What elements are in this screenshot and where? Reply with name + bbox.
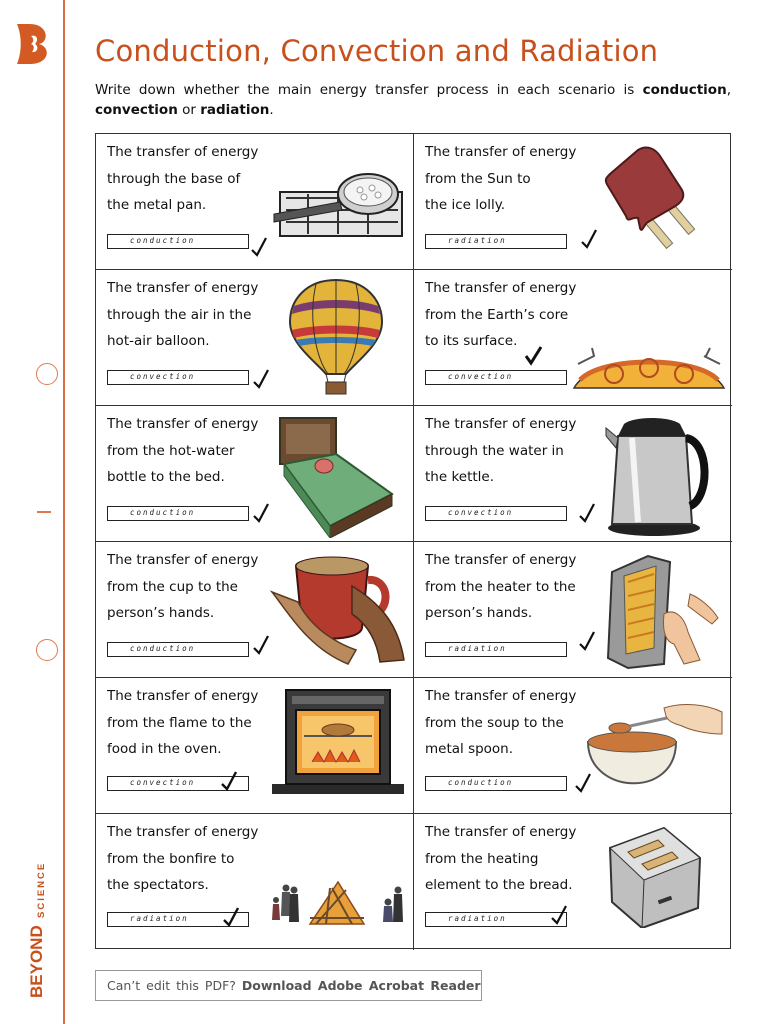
answer-field[interactable]: conduction — [425, 776, 567, 791]
scenario-text: The transfer of energy from the hot-water bottle to the bed. — [107, 416, 259, 485]
checkmark-icon — [250, 236, 270, 258]
kettle-icon — [604, 414, 714, 538]
instructions: Write down whether the main energy transfer process in each scenario is conduction, convection or radiation. — [95, 82, 731, 118]
answer-field[interactable]: radiation — [425, 912, 567, 927]
bonfire-icon — [266, 878, 406, 934]
scenario-text: The transfer of energy from the soup to the metal spoon. — [425, 688, 577, 757]
answer-field[interactable]: conduction — [107, 642, 249, 657]
scenario-text: The transfer of energy from the bonfire to the spectators. — [107, 824, 259, 893]
checkmark-icon — [580, 228, 600, 250]
scenario-cell-pan — [96, 134, 414, 270]
scenario-text: The transfer of energy through the water in the kettle. — [425, 416, 577, 485]
earth-core-icon — [572, 334, 726, 390]
scenario-text: The transfer of energy from the Sun to the ice lolly. — [425, 144, 577, 213]
footer-prefix: Can’t edit this PDF? — [107, 978, 242, 993]
scenario-cell-bonfire — [96, 814, 414, 950]
punch-hole-top — [36, 363, 58, 385]
answer-field[interactable]: radiation — [107, 912, 249, 927]
toaster-icon — [606, 824, 706, 928]
heater-icon — [604, 552, 724, 670]
checkmark-icon — [578, 502, 598, 524]
page-title: Conduction, Convection and Radiation — [95, 34, 659, 68]
scenario-cell-balloon — [96, 270, 414, 406]
scenario-text: The transfer of energy through the air in the hot-air balloon. — [107, 280, 259, 349]
worksheet-grid — [95, 133, 731, 949]
beyond-logo-icon — [14, 22, 52, 66]
checkmark-icon — [524, 344, 544, 366]
soup-spoon-icon — [586, 704, 726, 798]
pan-on-stove-icon — [268, 164, 408, 242]
punch-hole-bottom — [36, 639, 58, 661]
answer-field[interactable]: convection — [107, 370, 249, 385]
scenario-text: The transfer of energy from the cup to the person’s hands. — [107, 552, 259, 621]
answer-field[interactable]: convection — [107, 776, 249, 791]
brand-word-science: SCIENCE — [36, 861, 47, 918]
footer-note — [95, 970, 482, 1001]
margin-line — [63, 0, 65, 1024]
checkmark-icon — [252, 502, 272, 524]
checkmark-icon — [578, 630, 598, 652]
bed-icon — [276, 414, 396, 538]
cup-in-hands-icon — [268, 552, 408, 670]
checkmark-icon — [222, 906, 242, 928]
scenario-text: The transfer of energy from the Earth’s core to its surface. — [425, 280, 577, 349]
brand-word-beyond: BEYOND — [27, 925, 46, 998]
scenario-cell-ice-lolly — [414, 134, 732, 270]
answer-field[interactable]: conduction — [107, 234, 249, 249]
scenario-cell-bed — [96, 406, 414, 542]
scenario-text: The transfer of energy from the heater to the person’s hands. — [425, 552, 577, 621]
fold-mark — [37, 511, 51, 513]
scenario-cell-oven — [96, 678, 414, 814]
beyond-science-brand — [14, 840, 54, 1000]
answer-field[interactable]: radiation — [425, 234, 567, 249]
scenario-cell-soup — [414, 678, 732, 814]
checkmark-icon — [550, 904, 570, 926]
scenario-cell-heater — [414, 542, 732, 678]
checkmark-icon — [252, 368, 272, 390]
scenario-cell-cup — [96, 542, 414, 678]
scenario-cell-toaster — [414, 814, 732, 950]
answer-field[interactable]: radiation — [425, 642, 567, 657]
scenario-cell-earth-core — [414, 270, 732, 406]
hot-air-balloon-icon — [286, 278, 386, 396]
scenario-text: The transfer of energy from the heating element to the bread. — [425, 824, 577, 893]
download-reader-link[interactable]: Download Adobe Acrobat Reader — [241, 978, 481, 993]
answer-field[interactable]: convection — [425, 506, 567, 521]
scenario-text: The transfer of energy from the flame to the food in the oven. — [107, 688, 259, 757]
scenario-cell-kettle — [414, 406, 732, 542]
scenario-text: The transfer of energy through the base of the metal pan. — [107, 144, 259, 213]
checkmark-icon — [220, 770, 240, 792]
ice-lolly-icon — [598, 144, 708, 254]
answer-field[interactable]: convection — [425, 370, 567, 385]
answer-field[interactable]: conduction — [107, 506, 249, 521]
oven-icon — [268, 688, 408, 798]
